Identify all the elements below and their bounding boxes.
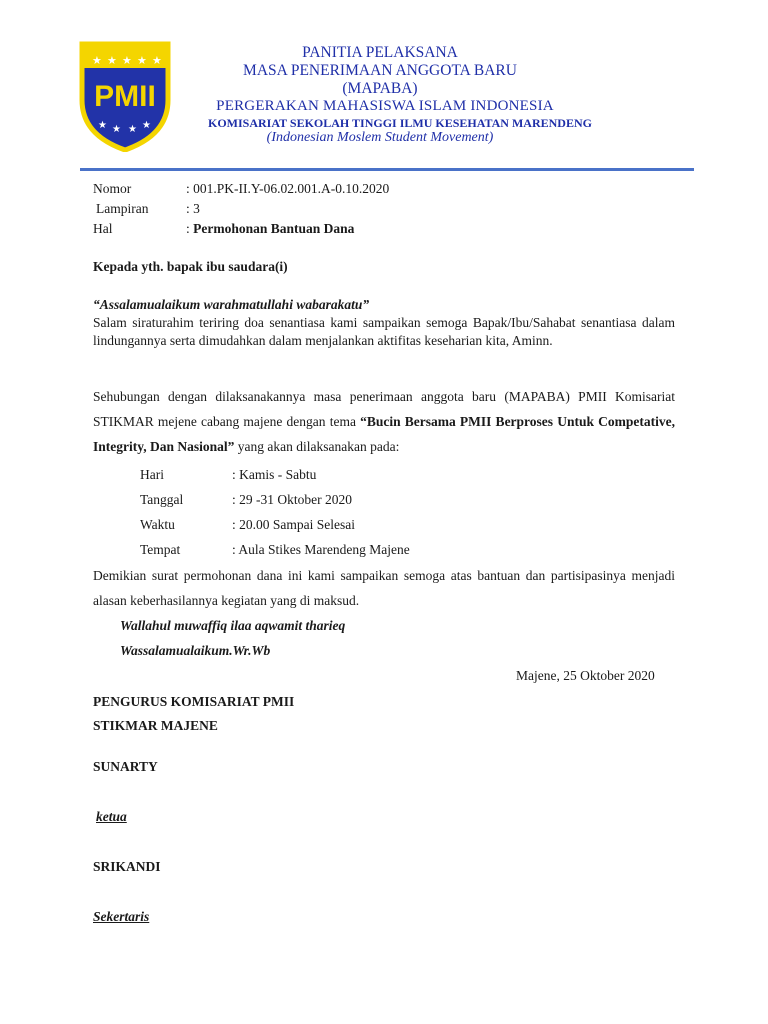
lampiran-value: : 3 — [186, 201, 200, 216]
svg-text:★: ★ — [128, 124, 137, 135]
schedule-label-tempat: Tempat — [140, 542, 181, 557]
paragraph-2-end: yang akan dilaksanakan pada: — [234, 439, 400, 454]
signatory-name-1: SUNARTY — [93, 759, 158, 774]
schedule-label-waktu: Waktu — [140, 517, 175, 532]
logo-text: PMII — [94, 80, 156, 113]
header-english: (Indonesian Moslem Student Movement) — [266, 130, 494, 145]
hal-row — [186, 220, 354, 238]
hal-colon: : — [186, 221, 194, 236]
header-committee: PANITIA PELAKSANA — [302, 44, 458, 61]
svg-text:★: ★ — [92, 54, 102, 67]
paragraph-3: Demikian surat permohonan dana ini kami sampaikan semoga atas bantuan dan partisipasinya menjadi alasan keberhasilannya kegiatan yang di maksud. — [93, 568, 675, 608]
schedule-value-waktu: : 20.00 Sampai Selesai — [232, 517, 355, 532]
lampiran-label: Lampiran — [96, 201, 149, 216]
paragraph-2-theme: “Bucin Bersama PMII Berproses Untuk Competative, Integrity, Dan Nasional” — [93, 414, 675, 454]
paragraph-2-intro: Sehubungan dengan dilaksanakannya masa penerimaan anggota baru (MAPABA) PMII Komisariat STIKMAR mejene cabang majene dengan tema — [93, 389, 675, 429]
schedule-label-hari: Hari — [140, 467, 164, 482]
header-event: MASA PENERIMAAN ANGGOTA BARU — [243, 62, 517, 79]
header-divider — [80, 168, 694, 171]
closing-salam: Wassalamualaikum.Wr.Wb — [120, 643, 271, 658]
svg-text:★: ★ — [98, 120, 107, 131]
nomor-label: Nomor — [93, 181, 132, 196]
signatory-org-2: STIKMAR MAJENE — [93, 718, 218, 733]
salam: “Assalamualaikum warahmatullahi wabarakatu” — [93, 297, 370, 312]
hal-label: Hal — [93, 221, 113, 236]
schedule-label-tanggal: Tanggal — [140, 492, 184, 507]
schedule-value-tanggal: : 29 -31 Oktober 2020 — [232, 492, 352, 507]
signatory-role-2: Sekertaris — [93, 909, 150, 924]
signatory-role-1: ketua — [96, 809, 127, 824]
svg-text:★: ★ — [152, 54, 162, 67]
svg-text:★: ★ — [142, 120, 151, 131]
paragraph-2 — [93, 384, 675, 459]
header-acronym: (MAPABA) — [342, 80, 418, 97]
nomor-value: : 001.PK-II.Y-06.02.001.A-0.10.2020 — [186, 181, 390, 196]
paragraph-1: Salam siraturahim teriring doa senantiasa kami sampaikan semoga Bapak/Ibu/Sahabat senantiasa dalam lindungannya serta dimudahkan dalam menjalankan aktifitas keseharian kita, Aminn. — [93, 315, 675, 348]
svg-text:★: ★ — [107, 54, 117, 67]
signatory-org-1: PENGURUS KOMISARIAT PMII — [93, 694, 295, 709]
svg-text:★: ★ — [122, 54, 132, 67]
svg-text:★: ★ — [112, 124, 121, 135]
recipient: Kepada yth. bapak ibu saudara(i) — [93, 259, 288, 274]
svg-text:★: ★ — [137, 54, 147, 67]
closing-prayer: Wallahul muwaffiq ilaa aqwamit tharieq — [120, 618, 346, 633]
hal-value: Permohonan Bantuan Dana — [193, 221, 355, 236]
schedule-value-tempat: : Aula Stikes Marendeng Majene — [232, 542, 410, 557]
signatory-name-2: SRIKANDI — [93, 859, 161, 874]
place-date: Majene, 25 Oktober 2020 — [516, 668, 655, 683]
header-commissariat: KOMISARIAT SEKOLAH TINGGI ILMU KESEHATAN MARENDENG — [208, 116, 592, 130]
pmii-logo — [78, 40, 172, 152]
header-organization: PERGERAKAN MAHASISWA ISLAM INDONESIA — [216, 98, 554, 114]
schedule-value-hari: : Kamis - Sabtu — [232, 467, 317, 482]
